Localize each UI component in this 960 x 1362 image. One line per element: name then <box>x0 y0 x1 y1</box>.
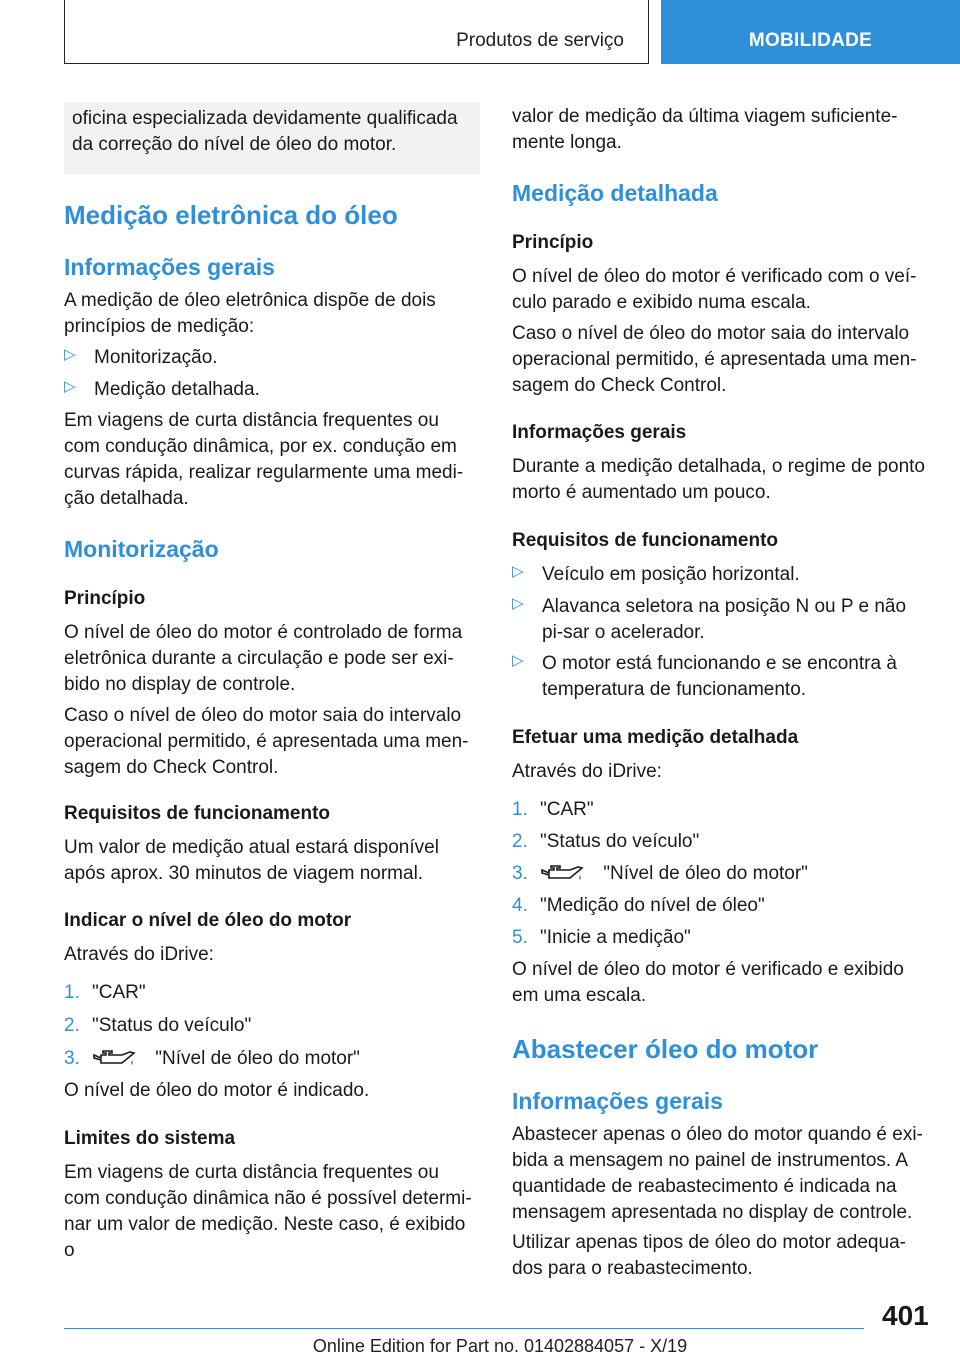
paragraph-requirements: Um valor de medição atual estará disponível após aprox. 30 minutos de viagem normal. <box>64 837 439 884</box>
paragraph-check-control: Caso o nível de óleo do motor saia do intervalo operacional permitido, é apresentada uma men-sagem do Check Control. <box>64 705 469 778</box>
header-section-box <box>64 0 649 64</box>
step-number: 2. <box>64 1015 80 1036</box>
step-number: 3. <box>64 1048 80 1069</box>
footer-divider <box>64 1328 864 1329</box>
subheading-requirements: Requisitos de funcionamento <box>64 803 331 824</box>
continued-note <box>64 102 480 174</box>
step-text: "CAR" <box>540 799 594 820</box>
step-text: "CAR" <box>92 982 146 1003</box>
note-text: oficina especializada devidamente qualificada da correção do nível de óleo do motor. <box>72 108 458 155</box>
list-item-text: O motor está funcionando e se encontra à temperatura de funcionamento. <box>542 653 897 700</box>
oil-can-icon <box>540 864 584 884</box>
step-number: 1. <box>64 982 80 1003</box>
list-item <box>64 980 480 1006</box>
paragraph-idrive: Através do iDrive: <box>64 944 214 965</box>
list-item <box>512 829 932 855</box>
list-item <box>512 562 932 588</box>
step-number: 4. <box>512 895 528 916</box>
list-item-text: Medição detalhada. <box>94 379 260 400</box>
paragraph-system-limits: Em viagens de curta distância frequentes ou com condução dinâmica não é possível determi-nar um valor de medição. Neste caso, é exibido o <box>64 1162 472 1261</box>
subheading-general-info: Informações gerais <box>64 254 275 280</box>
paragraph-oil-types: Utilizar apenas tipos de óleo do motor adequa-dos para o reabastecimento. <box>512 1232 906 1279</box>
paragraph-principles: A medição de óleo eletrônica dispõe de dois princípios de medição: <box>64 290 436 337</box>
subheading-detailed-measurement: Medição detalhada <box>512 180 718 206</box>
list-item <box>512 861 932 887</box>
list-item <box>64 345 480 371</box>
step-text: "Inicie a medição" <box>540 927 691 948</box>
list-item <box>512 651 932 703</box>
subheading-principle: Princípio <box>512 232 594 253</box>
paragraph-principle: O nível de óleo do motor é controlado de forma eletrônica durante a circulação e pode ser exi-bido no display de controle. <box>64 622 463 695</box>
triangle-bullet-icon: ▷ <box>512 595 524 612</box>
header-section-title: Produtos de serviço <box>456 30 624 51</box>
paragraph-idrive: Através do iDrive: <box>512 761 662 782</box>
header-chapter-tab: MOBILIDADE <box>661 0 960 64</box>
section-heading-refill-oil: Abastecer óleo do motor <box>512 1034 819 1064</box>
section-heading-electronic-oil: Medição eletrônica do óleo <box>64 200 398 230</box>
paragraph-short-trips: Em viagens de curta distância frequentes ou com condução dinâmica, por ex. condução em curvas rápida, realizar regularmente uma medi-ção detalhada. <box>64 410 464 509</box>
paragraph-check-control: Caso o nível de óleo do motor saia do intervalo operacional permitido, é apresentada uma men-sagem do Check Control. <box>512 323 917 396</box>
step-text: "Nível de óleo do motor" <box>155 1048 360 1069</box>
list-item <box>64 1013 480 1039</box>
step-number: 3. <box>512 863 528 884</box>
step-text: "Status do veículo" <box>92 1015 252 1036</box>
paragraph-principle: O nível de óleo do motor é verificado com o veí-culo parado e exibido numa escala. <box>512 266 917 313</box>
footer-edition: Online Edition for Part no. 01402884057 - X/19 <box>312 1336 688 1356</box>
triangle-bullet-icon: ▷ <box>512 563 524 580</box>
list-item <box>512 925 932 951</box>
page-number: 401 <box>882 1300 929 1331</box>
step-number: 5. <box>512 927 528 948</box>
paragraph-last-trip: valor de medição da última viagem suficiente-mente longa. <box>512 106 898 153</box>
subheading-system-limits: Limites do sistema <box>64 1128 236 1149</box>
step-text: "Medição do nível de óleo" <box>540 895 765 916</box>
paragraph-oil-shown: O nível de óleo do motor é indicado. <box>64 1080 370 1101</box>
list-item <box>512 594 932 646</box>
step-text: "Nível de óleo do motor" <box>603 863 808 884</box>
subheading-perform-measurement: Efetuar uma medição detalhada <box>512 727 799 748</box>
list-item <box>512 797 932 823</box>
list-item <box>64 377 480 403</box>
step-content <box>540 861 808 887</box>
step-text: "Status do veículo" <box>540 831 700 852</box>
subheading-show-oil-level: Indicar o nível de óleo do motor <box>64 910 352 931</box>
subheading-general-info-2: Informações gerais <box>512 1088 723 1114</box>
step-number: 2. <box>512 831 528 852</box>
paragraph-refill: Abastecer apenas o óleo do motor quando é exi-bida a mensagem no painel de instrumentos. A quantidade de reabastecimento é indicada na mensagem apresentada no display de controle. <box>512 1124 923 1223</box>
list-item <box>64 1046 480 1072</box>
subheading-requirements: Requisitos de funcionamento <box>512 530 779 551</box>
subheading-general-info: Informações gerais <box>512 422 687 443</box>
subheading-monitoring: Monitorização <box>64 536 219 562</box>
step-content <box>92 1046 360 1072</box>
paragraph-scale: O nível de óleo do motor é verificado e exibido em uma escala. <box>512 959 904 1006</box>
triangle-bullet-icon: ▷ <box>64 346 76 363</box>
list-item-text: Alavanca seletora na posição N ou P e não pi-sar o acelerador. <box>542 596 907 643</box>
step-number: 1. <box>512 799 528 820</box>
list-item <box>512 893 932 919</box>
triangle-bullet-icon: ▷ <box>64 378 76 395</box>
subheading-principle: Princípio <box>64 588 146 609</box>
oil-can-icon <box>92 1049 136 1069</box>
paragraph-idle-speed: Durante a medição detalhada, o regime de ponto morto é aumentado um pouco. <box>512 456 925 503</box>
triangle-bullet-icon: ▷ <box>512 652 524 669</box>
list-item-text: Monitorização. <box>94 347 218 368</box>
list-item-text: Veículo em posição horizontal. <box>542 564 800 585</box>
